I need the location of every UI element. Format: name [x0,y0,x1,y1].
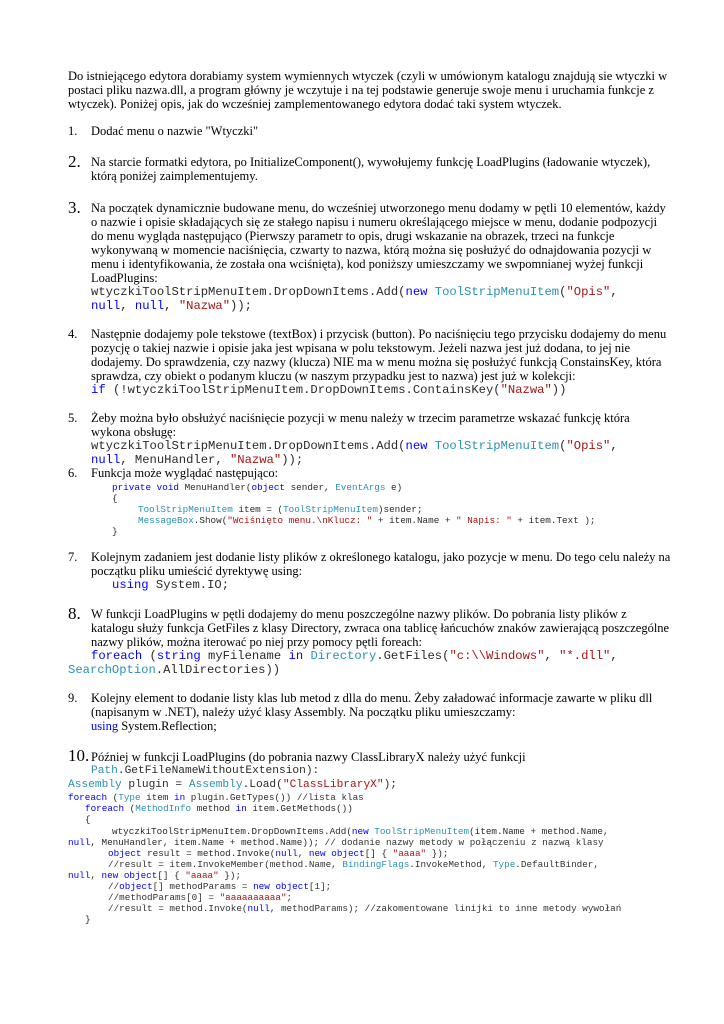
item-number: 7. [68,550,78,564]
item-text: nazwy plików, można iterować po niej przy pomocy pętli foreach: [91,635,423,649]
item-text: katalogu służy funkcja GetFiles z klasy Directory, zwraca ona tablicę łańcuchów znaków zawierającą poszczególne [91,621,670,635]
code-line: using System.IO; [112,578,230,592]
item-text: W funkcji LoadPlugins w pętli dodajemy do menu poszczególne nazwy plików. Do pobrania listy plików z [91,607,627,621]
item-text: którą poniżej zaimplementujemy. [91,169,258,183]
code-line: object result = method.Invoke(null, new object[] { "aaaa" }); [108,848,449,859]
item-text: Żeby można było obsłużyć naciśnięcie pozycji w menu należy w trzecim parametrze wskazać funkcję która [91,411,630,425]
item-text: Na starcie formatki edytora, po InitializeComponent(), wywołujemy funkcję LoadPlugins (ładowanie wtyczek), [91,155,651,169]
item-number: 6. [68,466,78,480]
code-line: } [85,914,91,925]
item-text: wykonywaną w momencie naciśnięcia, czwarty to nazwa, którą można się posłużyć do odnajdowania pozycji w [91,243,652,257]
code-line: //result = method.Invoke(null, methodParams); //zakomentowane linijki to inne metody wywołań [108,903,622,914]
item-number: 10. [68,746,90,765]
item-text: (napisanym w .NET), należy użyć klasy Assembly. Na początku pliku umieszczamy: [91,705,516,719]
item-number: 8. [68,604,81,623]
code-line: //result = item.InvokeMember(method.Name, BindingFlags.InvokeMethod, Type.DefaultBinder, [108,859,599,870]
code-line: } [112,526,118,537]
intro-line: wtyczek). Poniżej opis, jak do wcześniej zamplementowanego edytora dodać taki system wtyczek. [68,97,562,111]
item-number: 5. [68,411,78,425]
code-line: null, new object[] { "aaaa" }); [68,870,242,881]
item-text: dodajemy. Do sprawdzenia, czy nazwy (klucza) NIE ma w menu można się posłużyć funkcją ConstainsKey, która [91,355,662,369]
item-text: Następnie dodajemy pole tekstowe (textBox) i przycisk (button). Po naciśnięciu tego przycisku dodajemy do menu [91,327,667,341]
using-keyword: using [91,719,119,733]
code-line: MessageBox.Show("Wciśnięto menu.\nKlucz: " + item.Name + " Napis: " + item.Text ); [138,515,596,526]
item-text: menu i identyfikowania, że została ona wciśnięta), kod poniższy umieszczamy we swpomnianej wyżej funkcji [91,257,644,271]
item-number: 4. [68,327,78,341]
item-number: 9. [68,691,78,705]
code-line: foreach (string myFilename in Directory.GetFiles("c:\\Windows", "*.dll", [91,649,618,663]
code-line: private void MenuHandler(object sender, EventArgs e) [112,482,403,493]
code-line: wtyczkiToolStripMenuItem.DropDownItems.Add(new ToolStripMenuItem("Opis", [91,439,618,453]
item-text: Kolejny element to dodanie listy klas lub metod z dlla do menu. Żeby załadować informacje zawarte w pliku dll [91,691,653,705]
item-text [91,719,217,733]
item-text: Dodać menu o nazwie "Wtyczki" [91,124,259,138]
item-number: 1. [68,124,78,138]
item-text: Na początek dynamicznie budowane menu, do wcześniej utworzonego menu dodamy w pętli 10 elementów, każdy [91,201,666,215]
item-text: pozycję o takiej nazwie i opisie jaka jest wpisana w polu tekstowym. Jeżeli nazwa jest już dodana, to jej nie [91,341,631,355]
code-line: foreach (Type item in plugin.GetTypes()) //lista klas [68,792,364,803]
code-line: { [85,814,91,825]
code-line: ToolStripMenuItem item = (ToolStripMenuItem)sender; [138,504,423,515]
code-line: null, MenuHandler, item.Name + method.Name)); // dodanie nazwy metody w połączeniu z nazwą klasy [68,837,604,848]
item-text: o nazwie i opisie składających się ze stałego napisu i numeru określającego miejsce w menu, dodanie podpozycji [91,215,658,229]
code-line: { [112,493,118,504]
item-text: Później w funkcji LoadPlugins (do pobrania nazwy ClassLibraryX należy użyć funkcji [91,750,526,764]
item-number: 3. [68,198,81,217]
intro-line: postaci pliku nazwa.dll, a program główny je wczytuje i na tej podstawie generuje swoje menu i uruchamia funkcje z [68,83,654,97]
code-line: SearchOption.AllDirectories)) [68,663,281,677]
item-number: 2. [68,152,81,171]
item-text: do menu wygląda następująco (Pierwszy parametr to opis, drugi wskazanie na obrazek, trzeci na funkcje [91,229,615,243]
code-line: wtyczkiToolStripMenuItem.DropDownItems.Add(new ToolStripMenuItem(item.Name + method.Name, [112,826,609,837]
item-text: LoadPlugins: [91,271,158,285]
code-line: Path.GetFileNameWithoutExtension): [91,765,320,777]
item-text: Funkcja może wyglądać następująco: [91,466,279,480]
code-line: //methodParams[0] = "aaaaaaaaaa"; [108,892,293,903]
item-text: Kolejnym zadaniem jest dodanie listy plików z określonego katalogu, jako pozycje w menu. Do tego celu należy na [91,550,671,564]
using-namespace: System.Reflection; [121,719,217,733]
code-line: if (!wtyczkiToolStripMenuItem.DropDownItems.ContainsKey("Nazwa")) [91,383,567,397]
code-line: foreach (MethodInfo method in item.GetMethods()) [85,803,353,814]
code-line: //object[] methodParams = new object[1]; [108,881,332,892]
code-line: null, MenuHandler, "Nazwa")); [91,453,304,467]
item-text: początku pliku umieścić dyrektywę using: [91,564,303,578]
item-text: wykona obsługę: [91,425,177,439]
code-line: null, null, "Nazwa")); [91,299,252,313]
item-text: sprawdza, czy obiekt o podanym kluczu (w naszym przypadku jest to nazwa) jest już w kolekcji: [91,369,576,383]
code-line: wtyczkiToolStripMenuItem.DropDownItems.Add(new ToolStripMenuItem("Opis", [91,285,618,299]
intro-line: Do istniejącego edytora dorabiamy system wymiennych wtyczek (czyli w umówionym katalogu znajdują sie wtyczki w [68,69,668,83]
code-line: Assembly plugin = Assembly.Load("ClassLibraryX"); [68,779,398,791]
